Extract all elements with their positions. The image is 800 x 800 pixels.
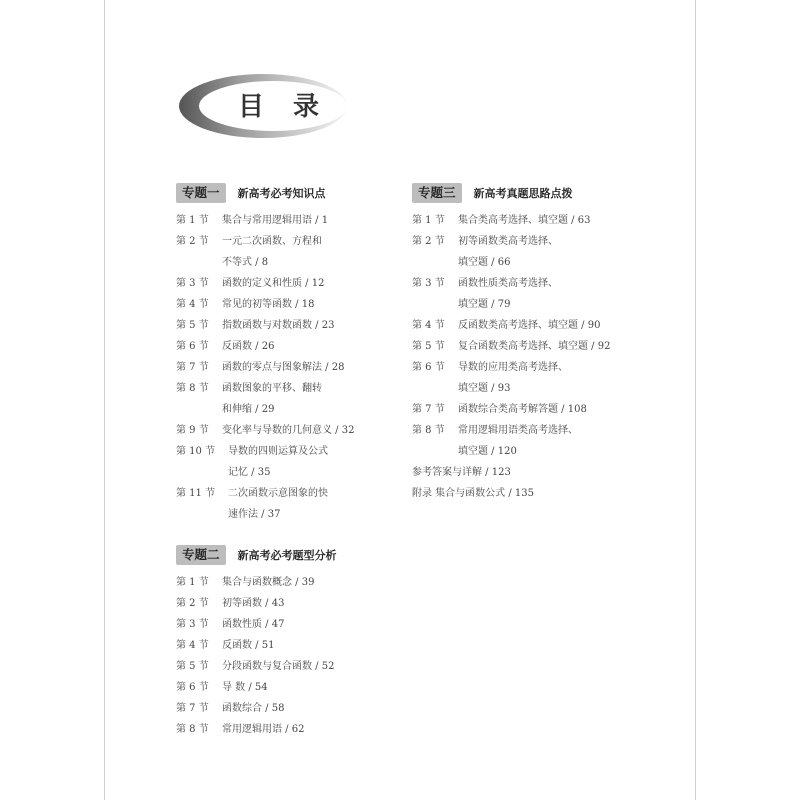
toc-entry[interactable] xyxy=(412,273,610,294)
toc-entry-continuation xyxy=(412,294,610,315)
toc-entry-continuation xyxy=(176,399,354,420)
toc-entry-text: 填空题 / 93 xyxy=(458,383,511,394)
toc-entry-text: 一元二次函数、方程和 xyxy=(222,236,322,247)
toc-entry[interactable] xyxy=(176,614,337,635)
toc-entry-text: 初等函数类高考选择、 xyxy=(458,236,558,247)
section-3-badge: 专题三 xyxy=(412,183,462,203)
toc-entry[interactable] xyxy=(176,231,354,252)
toc-entry[interactable] xyxy=(412,336,610,357)
toc-entry-text: 指数函数与对数函数 / 23 xyxy=(222,320,335,331)
section-1-title: 新高考必考知识点 xyxy=(237,187,326,200)
toc-entry-number: 第 6 节 xyxy=(176,341,209,352)
toc-entry-number: 第 7 节 xyxy=(176,703,209,714)
toc-entry-text: 导 数 / 54 xyxy=(222,682,268,693)
toc-entry-text: 导数的应用类高考选择、 xyxy=(458,362,568,373)
toc-entry[interactable] xyxy=(412,210,610,231)
toc-entry-text: 二次函数示意图象的快 xyxy=(228,488,328,499)
toc-entry[interactable] xyxy=(176,719,337,740)
toc-entry-text: 和伸缩 / 29 xyxy=(222,404,275,415)
section-2-badge: 专题二 xyxy=(176,545,226,565)
toc-entry-continuation xyxy=(176,504,354,525)
toc-title-block xyxy=(178,72,348,140)
toc-entry-text: 集合与常用逻辑用语 / 1 xyxy=(222,215,329,226)
toc-entry-number: 第 11 节 xyxy=(176,488,216,499)
toc-entry-number: 第 10 节 xyxy=(176,446,216,457)
toc-entry-continuation xyxy=(412,441,610,462)
toc-entry[interactable] xyxy=(176,441,354,462)
toc-entry[interactable] xyxy=(412,231,610,252)
section-3-title: 新高考真题思路点拨 xyxy=(473,187,573,200)
section-3-entries xyxy=(412,210,610,462)
toc-entry[interactable] xyxy=(176,698,337,719)
toc-entry-text: 填空题 / 79 xyxy=(458,299,511,310)
toc-entry-number: 第 3 节 xyxy=(176,278,209,289)
toc-entry-text: 函数综合 / 58 xyxy=(222,703,285,714)
toc-entry[interactable] xyxy=(176,572,337,593)
toc-entry-text: 分段函数与复合函数 / 52 xyxy=(222,661,335,672)
toc-entry-number: 第 6 节 xyxy=(176,682,209,693)
section-2-entries xyxy=(176,572,337,740)
section-1-entries xyxy=(176,210,354,525)
section-1 xyxy=(176,182,354,525)
toc-entry-text: 常用逻辑用语 / 62 xyxy=(222,724,305,735)
toc-entry-text: 导数的四则运算及公式 xyxy=(228,446,328,457)
toc-entry[interactable] xyxy=(412,399,610,420)
toc-entry-number: 第 3 节 xyxy=(412,278,445,289)
toc-entry-text: 变化率与导数的几何意义 / 32 xyxy=(222,425,355,436)
toc-entry-text: 反函数类高考选择、填空题 / 90 xyxy=(458,320,601,331)
section-1-header xyxy=(176,182,354,204)
toc-entry-text: 反函数 / 26 xyxy=(222,341,275,352)
toc-entry-text: 集合与函数概念 / 39 xyxy=(222,577,315,588)
section-3-header xyxy=(412,182,610,204)
toc-entry[interactable] xyxy=(176,635,337,656)
toc-entry-text: 复合函数类高考选择、填空题 / 92 xyxy=(458,341,611,352)
toc-entry[interactable] xyxy=(176,483,354,504)
toc-entry-text: 函数的零点与图象解法 / 28 xyxy=(222,362,345,373)
toc-entry-text: 不等式 / 8 xyxy=(222,257,269,268)
toc-entry-number: 第 4 节 xyxy=(176,299,209,310)
toc-entry-text: 集合类高考选择、填空题 / 63 xyxy=(458,215,591,226)
toc-entry-text: 函数的定义和性质 / 12 xyxy=(222,278,325,289)
toc-entry-number: 第 2 节 xyxy=(176,598,209,609)
toc-entry-continuation xyxy=(412,378,610,399)
toc-entry-number: 第 8 节 xyxy=(176,383,209,394)
toc-entry[interactable] xyxy=(176,593,337,614)
toc-entry-number: 第 7 节 xyxy=(412,404,445,415)
toc-entry-answers[interactable]: 参考答案与详解 / 123 xyxy=(412,467,511,478)
section-2-title: 新高考必考题型分析 xyxy=(237,549,337,562)
toc-entry-number: 第 3 节 xyxy=(176,619,209,630)
section-1-badge: 专题一 xyxy=(176,183,226,203)
toc-entry-number: 第 4 节 xyxy=(176,640,209,651)
toc-entry-text: 函数性质类高考选择、 xyxy=(458,278,558,289)
toc-entry-continuation xyxy=(412,252,610,273)
toc-entry-text: 函数图象的平移、翻转 xyxy=(222,383,322,394)
toc-entry-number: 第 1 节 xyxy=(412,215,445,226)
toc-entry-number: 第 9 节 xyxy=(176,425,209,436)
toc-entry-number: 第 8 节 xyxy=(412,425,445,436)
toc-entry-number: 第 6 节 xyxy=(412,362,445,373)
toc-entry-text: 速作法 / 37 xyxy=(228,509,281,520)
section-3-tail xyxy=(412,462,610,504)
toc-entry-number: 第 8 节 xyxy=(176,724,209,735)
toc-entry-number: 第 4 节 xyxy=(412,320,445,331)
toc-entry-text: 记忆 / 35 xyxy=(228,467,271,478)
toc-entry-text: 函数综合类高考解答题 / 108 xyxy=(458,404,587,415)
toc-entry-number: 第 5 节 xyxy=(412,341,445,352)
toc-entry-number: 第 2 节 xyxy=(176,236,209,247)
page-title: 目 录 xyxy=(238,92,330,122)
toc-entry-continuation xyxy=(176,252,354,273)
toc-entry-text: 函数性质 / 47 xyxy=(222,619,285,630)
section-3 xyxy=(412,182,610,504)
toc-entry-number: 第 5 节 xyxy=(176,661,209,672)
toc-entry[interactable] xyxy=(176,294,354,315)
toc-entry[interactable] xyxy=(176,677,337,698)
toc-entry[interactable] xyxy=(412,315,610,336)
toc-entry[interactable] xyxy=(412,420,610,441)
toc-entry[interactable] xyxy=(176,357,354,378)
toc-entry-continuation xyxy=(176,462,354,483)
toc-entry-appendix[interactable]: 附录 集合与函数公式 / 135 xyxy=(412,488,534,499)
toc-entry[interactable] xyxy=(176,273,354,294)
toc-entry-text: 常用逻辑用语类高考选择、 xyxy=(458,425,578,436)
toc-entry-number: 第 7 节 xyxy=(176,362,209,373)
toc-entry[interactable] xyxy=(176,210,354,231)
toc-entry-number: 第 2 节 xyxy=(412,236,445,247)
toc-entry[interactable] xyxy=(176,378,354,399)
toc-entry-text: 填空题 / 120 xyxy=(458,446,517,457)
toc-entry-number: 第 1 节 xyxy=(176,577,209,588)
toc-entry-text: 常见的初等函数 / 18 xyxy=(222,299,315,310)
toc-entry[interactable] xyxy=(412,357,610,378)
toc-entry[interactable] xyxy=(176,315,354,336)
toc-entry[interactable] xyxy=(176,420,354,441)
toc-entry[interactable] xyxy=(176,336,354,357)
toc-entry-text: 初等函数 / 43 xyxy=(222,598,285,609)
section-2 xyxy=(176,544,337,740)
toc-entry-number: 第 1 节 xyxy=(176,215,209,226)
toc-entry-text: 填空题 / 66 xyxy=(458,257,511,268)
toc-entry[interactable] xyxy=(176,656,337,677)
toc-entry-text: 反函数 / 51 xyxy=(222,640,275,651)
toc-entry-number: 第 5 节 xyxy=(176,320,209,331)
section-2-header xyxy=(176,544,337,566)
